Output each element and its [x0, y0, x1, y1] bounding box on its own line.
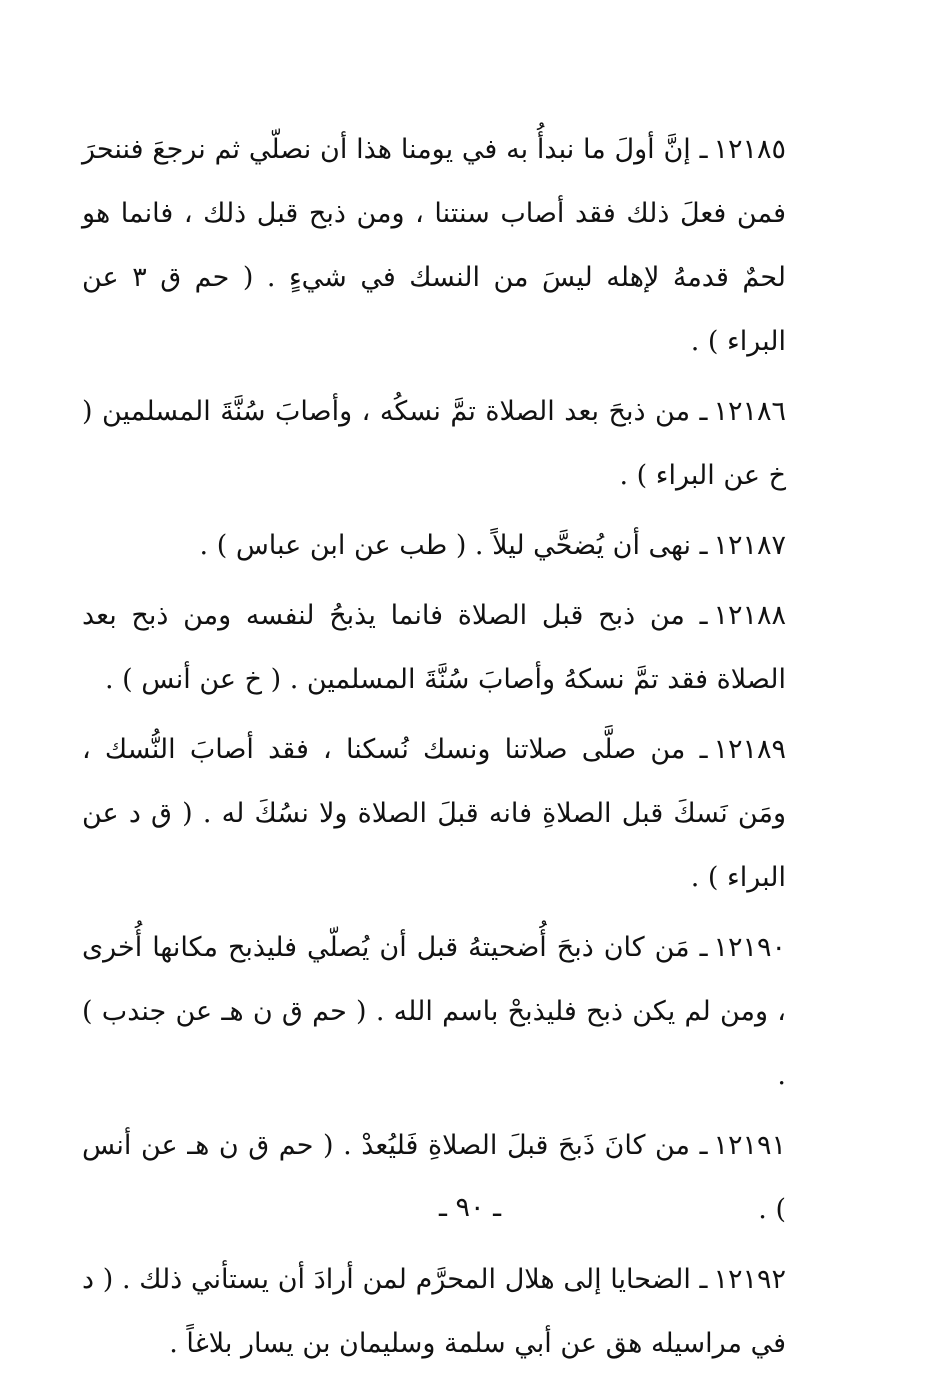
hadith-text: ـ إنَّ أولَ ما نبدأُ به في يومنا هذا أن نصلّي ثم نرجعَ فننحرَ فمن فعلَ ذلك فقد أصاب سنتنا ، ومن ذبح قبل ذلك ، فانما هو لحمٌ قدمهُ لإهله ليسَ من النسك في شيءٍ . ( حم ق ٣ عن البراء ) . [82, 134, 787, 357]
page-number: ـ ٩٠ ـ [438, 1192, 501, 1223]
hadith-entry [82, 118, 786, 374]
hadith-number: ١٢١٨٩ [713, 734, 786, 765]
hadith-entry [82, 380, 786, 508]
hadith-text: ـ من ذبحَ بعد الصلاة تمَّ نسكُه ، وأصابَ سُنَّةَ المسلمين ( خ عن البراء ) . [82, 396, 786, 491]
hadith-entry [82, 584, 786, 712]
hadith-text: ـ نهى أن يُضحَّي ليلاً . ( طب عن ابن عباس ) . [199, 530, 708, 561]
hadith-text: ـ الضحايا إلى هلال المحرَّم لمن أرادَ أن يستأني ذلك . ( د في مراسيله هق عن أبي سلمة وسليمان بن يسار بلاغاً . [82, 1264, 786, 1359]
hadith-number: ١٢١٨٨ [713, 600, 786, 631]
hadith-number: ١٢١٨٥ [713, 134, 786, 165]
hadith-text: ـ مَن كان ذبحَ أُضحيتهُ قبل أن يُصلّي فليذبح مكانها أُخرى ، ومن لم يكن ذبح فليذبحْ باسم الله . ( حم ق ن هـ عن جندب ) . [82, 932, 786, 1091]
hadith-text: ـ من كانَ ذَبحَ قبلَ الصلاةِ فَليُعدْ . ( حم ق ن هـ عن أنس ) . [82, 1130, 786, 1225]
hadith-entry [82, 916, 786, 1108]
hadith-number: ١٢١٨٦ [713, 396, 786, 427]
hadith-entry [82, 1248, 786, 1376]
hadith-text: ـ من صلَّى صلاتنا ونسك نُسكنا ، فقد أصابَ النُّسك ، ومَن نَسكَ قبل الصلاةِ فانه قبلَ الصلاة ولا نسُكَ له . ( ق د عن البراء ) . [82, 734, 786, 893]
hadith-entry [82, 718, 786, 910]
hadith-number: ١٢١٩١ [713, 1130, 786, 1161]
hadith-number: ١٢١٨٧ [713, 530, 786, 561]
hadith-number: ١٢١٩٢ [713, 1264, 786, 1295]
hadith-text: ـ من ذبح قبل الصلاة فانما يذبحُ لنفسه ومن ذبح بعد الصلاة فقد تمَّ نسكهُ وأصابَ سُنَّةَ المسلمين . ( خ عن أنس ) . [82, 600, 786, 695]
hadith-entry [82, 514, 786, 578]
hadith-number: ١٢١٩٠ [713, 932, 786, 963]
